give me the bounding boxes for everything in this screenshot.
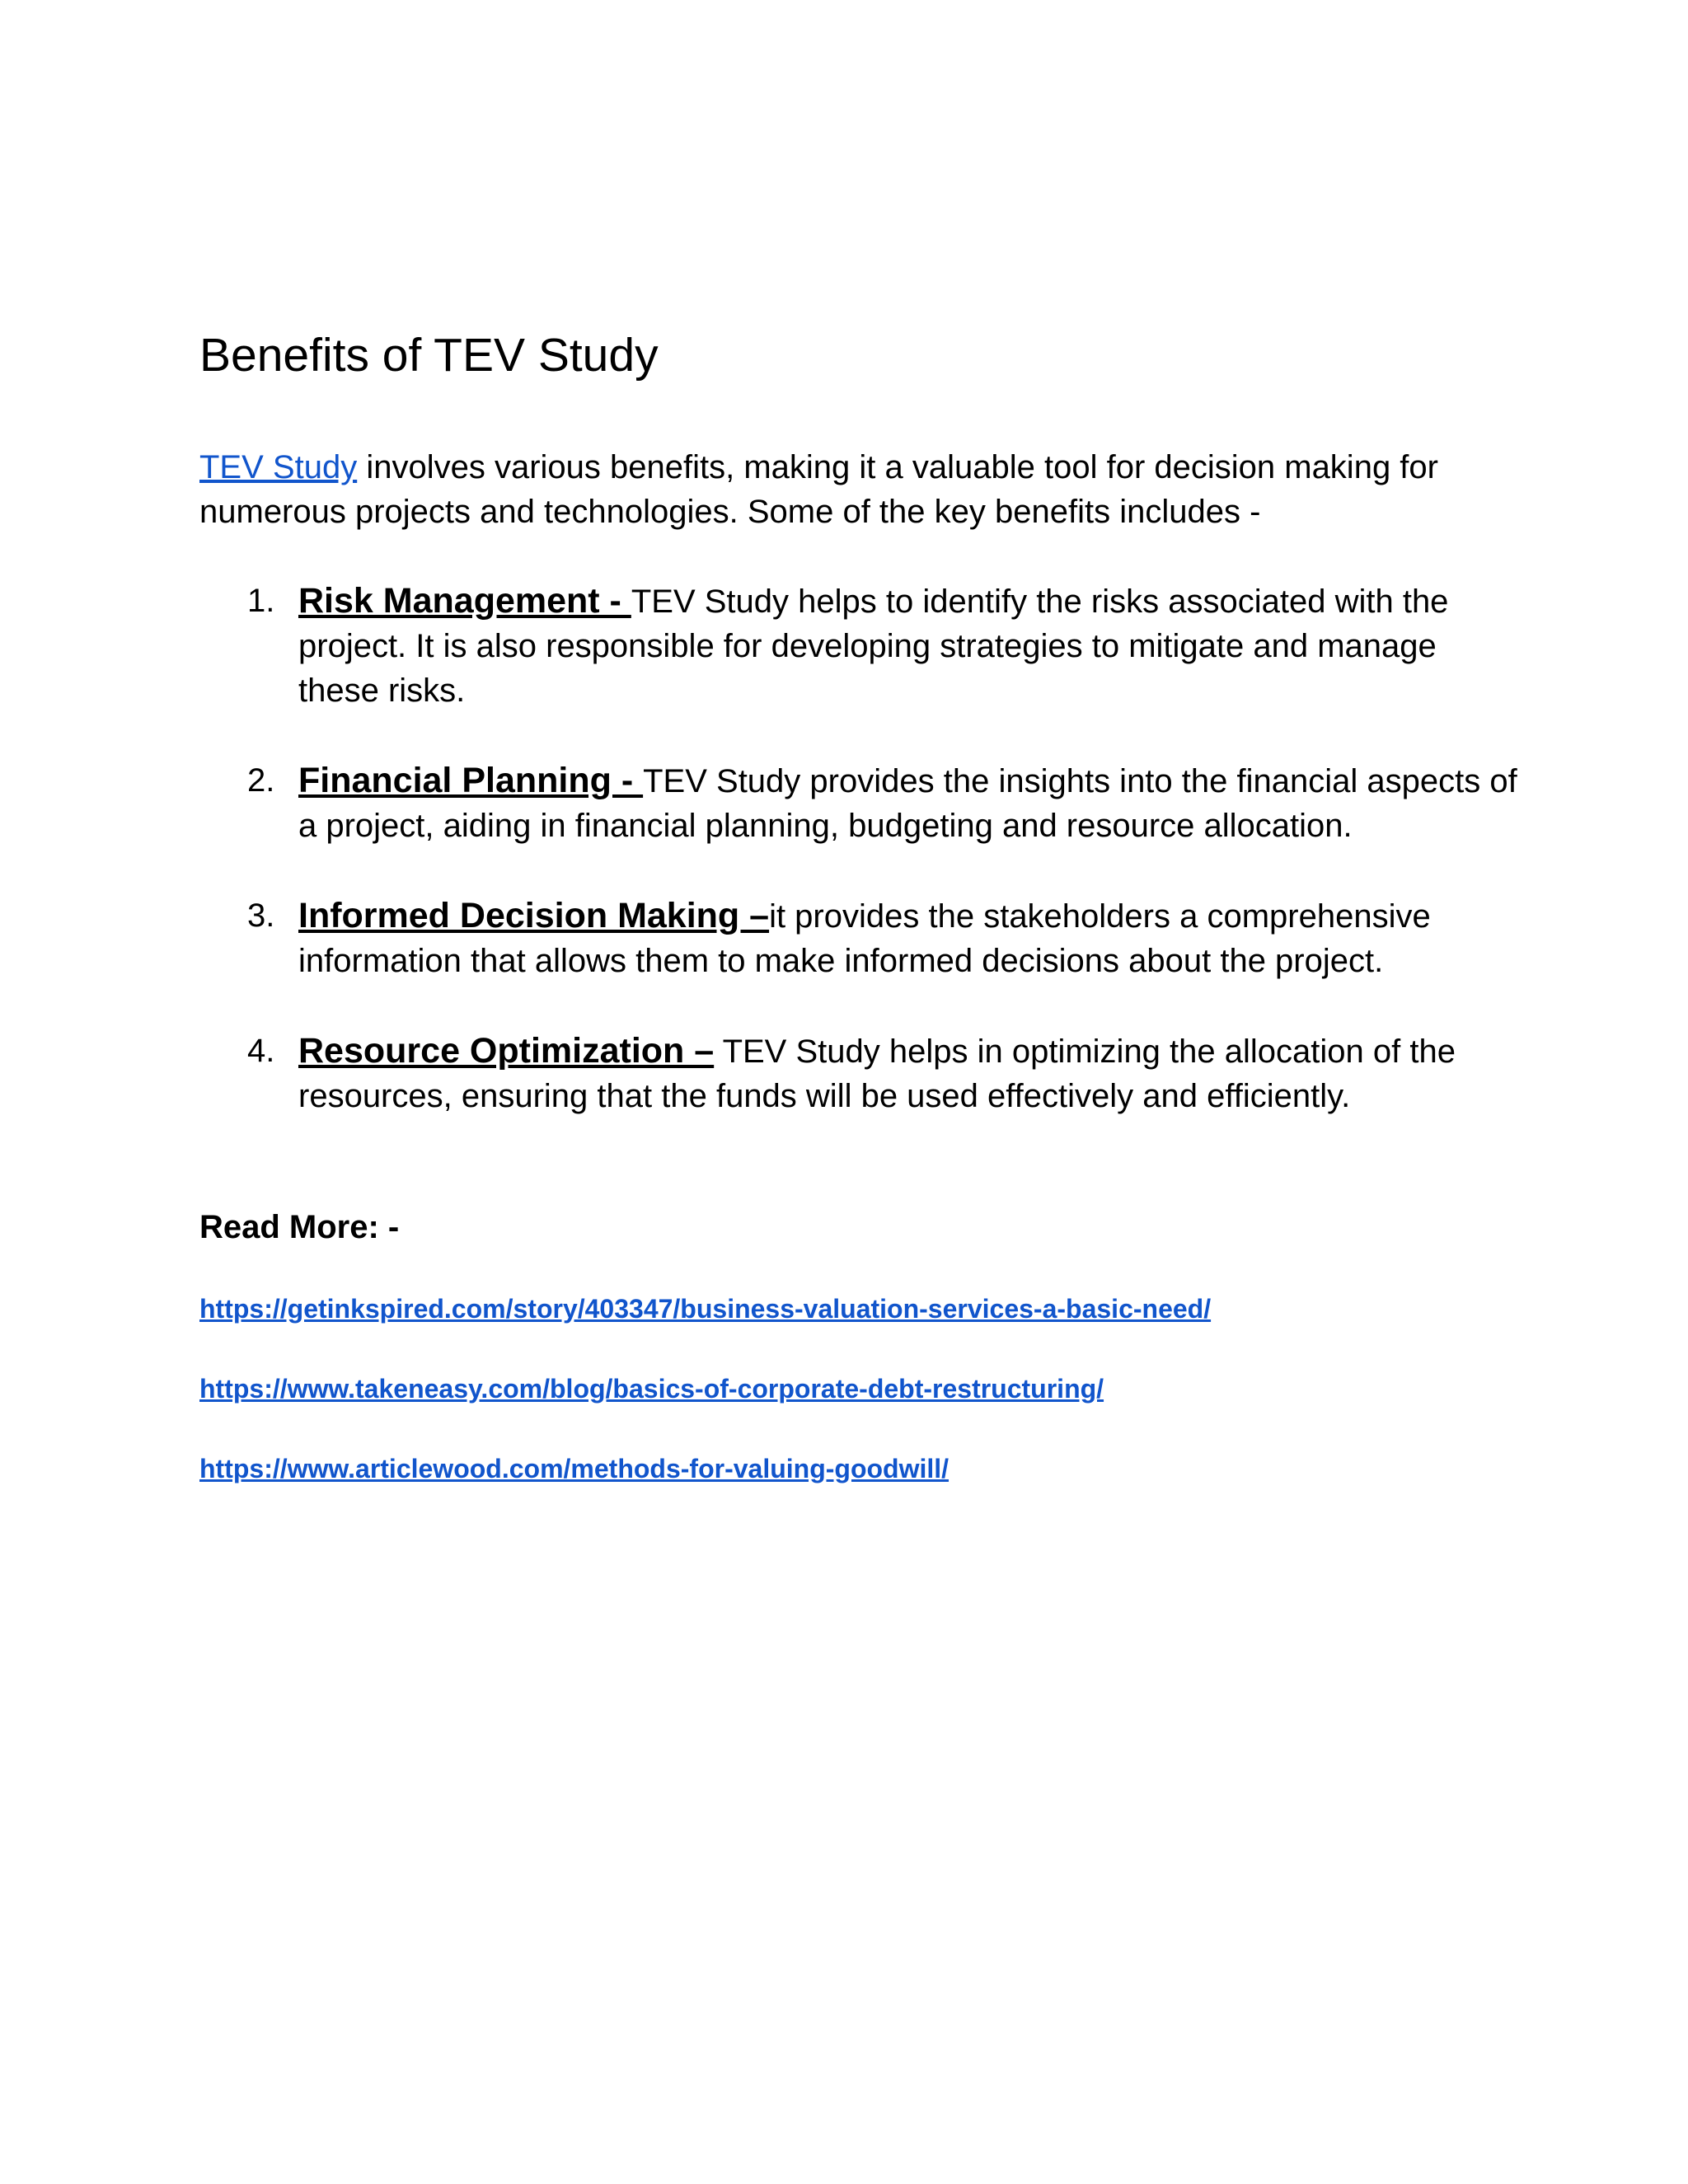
reference-link[interactable]: https://www.articlewood.com/methods-for-valuing-goodwill/	[199, 1454, 950, 1483]
list-number: 3.	[247, 898, 275, 934]
benefit-text: it provides the stakeholders a comprehensive information that allows them to make informed decisions about the project.	[298, 898, 1431, 979]
benefit-term: Financial Planning -	[298, 761, 644, 800]
intro-paragraph	[199, 445, 1502, 534]
benefit-term: Risk Management -	[298, 581, 631, 621]
list-item	[199, 1371, 1211, 1407]
list-item	[199, 758, 1518, 848]
list-item	[199, 1451, 1211, 1487]
benefit-term: Informed Decision Making –	[298, 896, 770, 935]
benefits-list	[199, 579, 1518, 1164]
reference-link[interactable]: https://getinkspired.com/story/403347/business-valuation-services-a-basic-need/	[199, 1294, 1212, 1324]
read-more-links	[199, 1291, 1211, 1530]
intro-text: involves various benefits, making it a valuable tool for decision making for numerous projects and technologies. Some of the key benefits includes -	[199, 449, 1438, 530]
benefit-text: TEV Study helps to identify the risks associated with the project. It is also responsible for developing strategies to mitigate and manage these risks.	[298, 583, 1449, 709]
list-item	[199, 579, 1518, 713]
page-title: Benefits of TEV Study	[199, 329, 659, 382]
read-more-heading: Read More: -	[199, 1209, 400, 1245]
tev-study-link[interactable]: TEV Study	[199, 449, 358, 485]
list-item	[199, 1291, 1211, 1327]
list-number: 4.	[247, 1033, 275, 1069]
list-item	[199, 893, 1518, 983]
list-number: 2.	[247, 762, 275, 799]
reference-link[interactable]: https://www.takeneasy.com/blog/basics-of-corporate-debt-restructuring/	[199, 1374, 1104, 1404]
benefit-text: TEV Study helps in optimizing the allocation of the resources, ensuring that the funds will be used effectively and efficiently.	[298, 1033, 1456, 1114]
benefit-term: Resource Optimization –	[298, 1031, 715, 1071]
benefit-text: TEV Study provides the insights into the financial aspects of a project, aiding in financial planning, budgeting and resource allocation.	[298, 763, 1517, 844]
list-number: 1.	[247, 583, 275, 619]
list-item	[199, 1029, 1518, 1118]
